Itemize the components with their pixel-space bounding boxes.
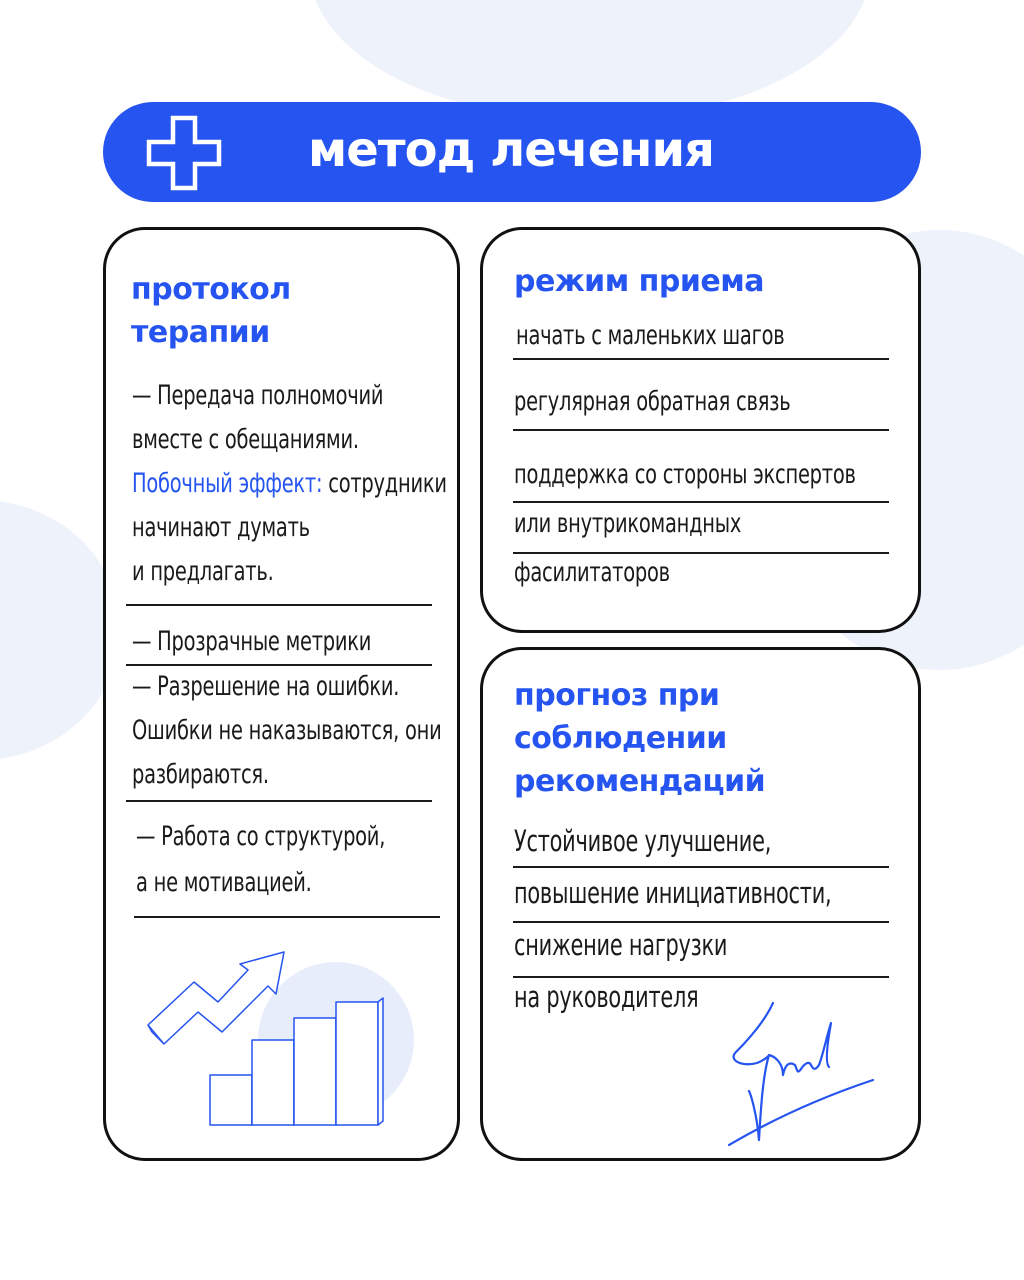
protocol-card — [103, 227, 460, 1161]
protocol-item1-line3-rest: сотрудники — [322, 468, 447, 499]
protocol-item4-line1: — Работа со структурой, — [136, 821, 386, 852]
signature-icon — [723, 995, 883, 1150]
protocol-item4-line2: а не мотивацией. — [136, 867, 312, 898]
protocol-item3-line1: — Разрешение на ошибки. — [132, 671, 400, 702]
protocol-item1-line2: вместе с обещаниями. — [132, 424, 359, 455]
regimen-line4: или внутрикомандных — [514, 508, 742, 539]
divider — [134, 916, 440, 918]
protocol-title-line2: терапии — [131, 315, 270, 350]
background-blob-left — [0, 500, 120, 760]
divider — [126, 604, 432, 606]
protocol-item3-line3: разбираются. — [132, 759, 269, 790]
protocol-item1-line3 — [132, 468, 447, 499]
forecast-title-line1: прогноз при — [514, 678, 720, 713]
forecast-line4: на руководителя — [514, 980, 699, 1014]
forecast-line1: Устойчивое улучшение, — [514, 824, 772, 858]
protocol-item1-line5: и предлагать. — [132, 556, 274, 587]
protocol-item1-line1: — Передача полномочий — [132, 380, 384, 411]
protocol-item1-line4: начинают думать — [132, 512, 310, 543]
protocol-item2: — Прозрачные метрики — [132, 626, 372, 657]
forecast-line3: снижение нагрузки — [514, 928, 728, 962]
side-effect-label: Побочный эффект: — [132, 468, 323, 499]
regimen-line2: регулярная обратная связь — [514, 386, 791, 417]
divider — [513, 552, 889, 554]
divider — [513, 921, 889, 923]
protocol-item3-line2: Ошибки не наказываются, они — [132, 715, 442, 746]
regimen-line1: начать с маленьких шагов — [516, 320, 785, 351]
divider — [513, 866, 889, 868]
header-banner — [103, 102, 921, 202]
divider — [513, 429, 889, 431]
divider — [513, 976, 889, 978]
forecast-card — [480, 647, 921, 1161]
divider — [126, 800, 432, 802]
regimen-title: режим приема — [514, 264, 764, 299]
forecast-line2: повышение инициативности, — [514, 876, 832, 910]
divider — [126, 664, 432, 666]
forecast-title-line2: соблюдении — [514, 721, 727, 756]
page-title: метод лечения — [308, 122, 714, 178]
regimen-line5: фасилитаторов — [514, 557, 670, 588]
regimen-line3: поддержка со стороны экспертов — [514, 459, 856, 490]
forecast-title-line3: рекомендаций — [514, 764, 766, 799]
medical-cross-icon — [145, 114, 223, 192]
growth-chart-icon — [136, 940, 416, 1140]
regimen-card — [480, 227, 921, 633]
divider — [513, 501, 889, 503]
divider — [513, 358, 889, 360]
protocol-title-line1: протокол — [131, 272, 291, 307]
